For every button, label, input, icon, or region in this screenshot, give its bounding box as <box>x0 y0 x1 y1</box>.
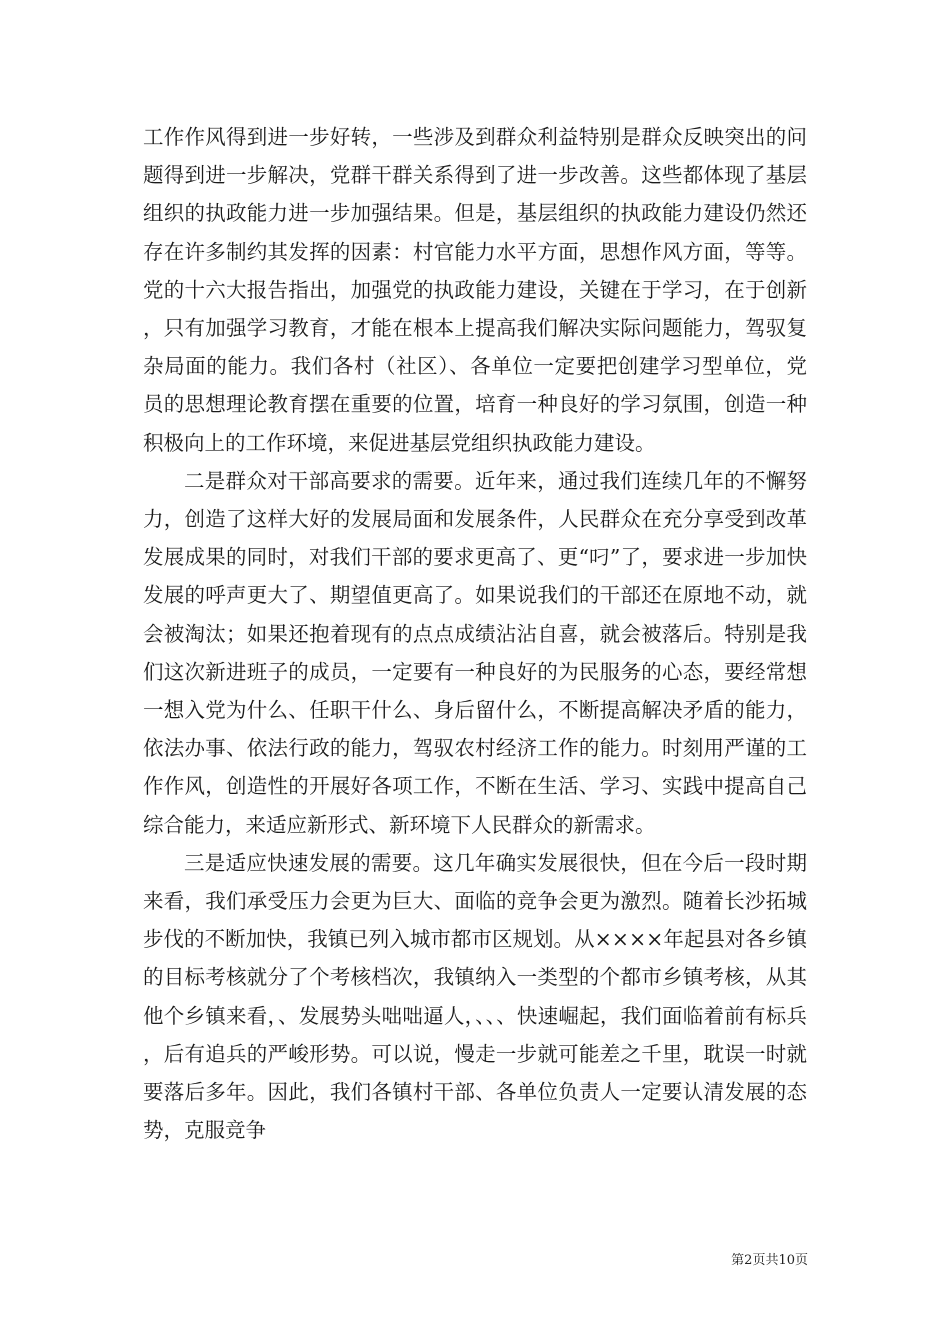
body-text <box>143 118 807 1149</box>
paragraph-1: 工作作风得到进一步好转，一些涉及到群众利益特别是群众反映突出的问题得到进一步解决，党群干群关系得到了进一步改善。这些都体现了基层组织的执政能力进一步加强结果。但是，基层组织的执政能力建设仍然还存在许多制约其发挥的因素：村官能力水平方面，思想作风方面，等等。党的十六大报告指出，加强党的执政能力建设，关键在于学习，在于创新，只有加强学习教育，才能在根本上提高我们解决实际问题能力，驾驭复杂局面的能力。我们各村（社区）、各单位一定要把创建学习型单位，党员的思想理论教育摆在重要的位置，培育一种良好的学习氛围，创造一种积极向上的工作环境，来促进基层党组织执政能力建设。 <box>143 125 807 455</box>
page-number-footer: 第2页共10页 <box>731 1253 808 1268</box>
paragraph-3: 三是适应快速发展的需要。这几年确实发展很快，但在今后一段时期来看，我们承受压力会更为巨大、面临的竞争会更为激烈。随着长沙拓城步伐的不断加快，我镇已列入城市都市区规划。从××××年起县对各乡镇的目标考核就分了个考核档次，我镇纳入一类型的个都市乡镇考核，从其他个乡镇来看，、发展势头咄咄逼人，、、、快速崛起，我们面临着前有标兵，后有追兵的严峻形势。可以说，慢走一步就可能差之千里，耽误一时就要落后多年。因此，我们各镇村干部、各单位负责人一定要认清发展的态势，克服竞争 <box>143 850 807 1143</box>
paragraph-2: 二是群众对干部高要求的需要。近年来，通过我们连续几年的不懈努力，创造了这样大好的发展局面和发展条件，人民群众在充分享受到改革发展成果的同时，对我们干部的要求更高了、更“叼”了，要求进一步加快发展的呼声更大了、期望值更高了。如果说我们的干部还在原地不动，就会被淘汰；如果还抱着现有的点点成绩沾沾自喜，就会被落后。特别是我们这次新进班子的成员，一定要有一种良好的为民服务的心态，要经常想一想入党为什么、任职干什么、身后留什么，不断提高解决矛盾的能力，依法办事、依法行政的能力，驾驭农村经济工作的能力。时刻用严谨的工作作风，创造性的开展好各项工作，不断在生活、学习、实践中提高自己综合能力，来适应新形式、新环境下人民群众的新需求。 <box>143 468 807 837</box>
